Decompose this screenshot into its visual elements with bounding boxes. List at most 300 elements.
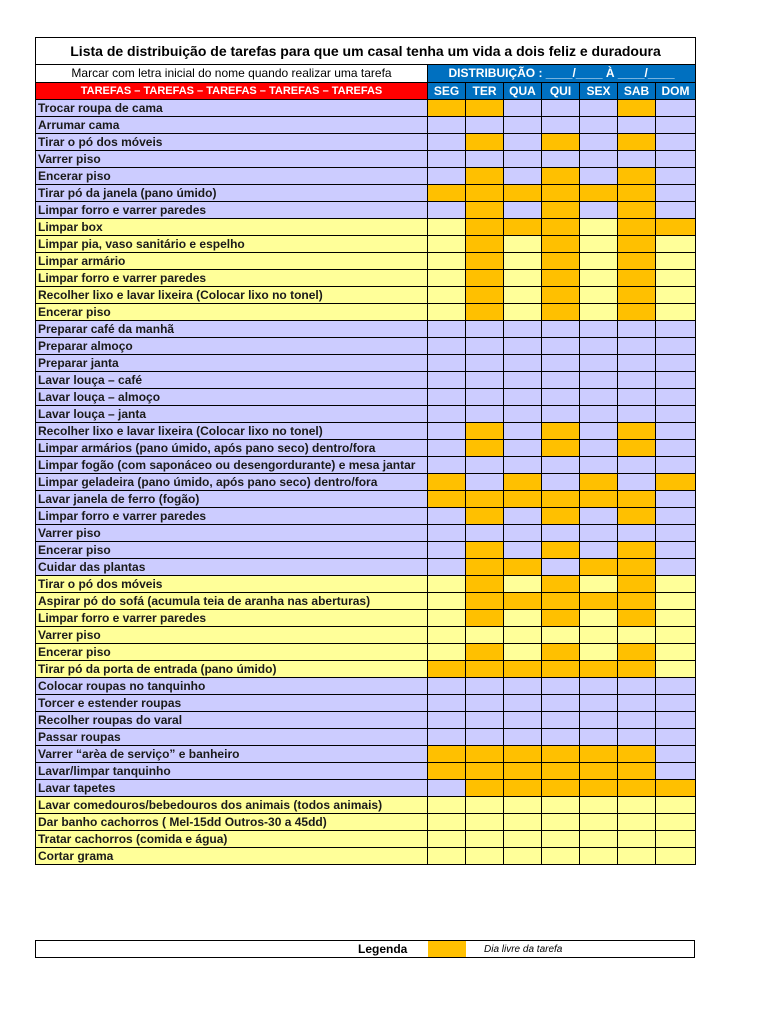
- day-cell-sab[interactable]: [618, 236, 656, 253]
- day-cell-ter[interactable]: [466, 797, 504, 814]
- day-cell-ter[interactable]: [466, 134, 504, 151]
- day-cell-qua[interactable]: [504, 457, 542, 474]
- day-cell-ter[interactable]: [466, 627, 504, 644]
- day-cell-seg[interactable]: [428, 695, 466, 712]
- day-cell-dom[interactable]: [656, 746, 696, 763]
- day-cell-qua[interactable]: [504, 151, 542, 168]
- day-cell-dom[interactable]: [656, 321, 696, 338]
- day-cell-dom[interactable]: [656, 814, 696, 831]
- day-cell-seg[interactable]: [428, 848, 466, 865]
- day-cell-sab[interactable]: [618, 576, 656, 593]
- day-cell-seg[interactable]: [428, 780, 466, 797]
- day-cell-seg[interactable]: [428, 372, 466, 389]
- day-cell-qua[interactable]: [504, 712, 542, 729]
- day-cell-ter[interactable]: [466, 491, 504, 508]
- day-cell-qui[interactable]: [542, 525, 580, 542]
- day-cell-qui[interactable]: [542, 321, 580, 338]
- day-cell-sab[interactable]: [618, 389, 656, 406]
- day-cell-sex[interactable]: [580, 423, 618, 440]
- day-cell-qua[interactable]: [504, 627, 542, 644]
- day-cell-seg[interactable]: [428, 542, 466, 559]
- day-cell-seg[interactable]: [428, 287, 466, 304]
- day-cell-seg[interactable]: [428, 321, 466, 338]
- day-cell-qua[interactable]: [504, 253, 542, 270]
- day-cell-ter[interactable]: [466, 151, 504, 168]
- day-cell-dom[interactable]: [656, 508, 696, 525]
- day-cell-seg[interactable]: [428, 525, 466, 542]
- day-cell-ter[interactable]: [466, 117, 504, 134]
- day-cell-qui[interactable]: [542, 372, 580, 389]
- day-cell-seg[interactable]: [428, 457, 466, 474]
- day-cell-qua[interactable]: [504, 491, 542, 508]
- day-cell-sex[interactable]: [580, 763, 618, 780]
- day-cell-qui[interactable]: [542, 117, 580, 134]
- day-cell-ter[interactable]: [466, 185, 504, 202]
- day-cell-qui[interactable]: [542, 457, 580, 474]
- day-cell-qui[interactable]: [542, 593, 580, 610]
- day-cell-qui[interactable]: [542, 168, 580, 185]
- day-cell-sab[interactable]: [618, 746, 656, 763]
- day-cell-sab[interactable]: [618, 423, 656, 440]
- day-cell-sab[interactable]: [618, 270, 656, 287]
- day-cell-seg[interactable]: [428, 117, 466, 134]
- day-cell-qua[interactable]: [504, 338, 542, 355]
- day-cell-qua[interactable]: [504, 644, 542, 661]
- day-cell-sex[interactable]: [580, 134, 618, 151]
- day-cell-sab[interactable]: [618, 202, 656, 219]
- day-cell-qui[interactable]: [542, 236, 580, 253]
- day-cell-ter[interactable]: [466, 389, 504, 406]
- day-cell-qui[interactable]: [542, 831, 580, 848]
- day-cell-sex[interactable]: [580, 542, 618, 559]
- day-cell-sab[interactable]: [618, 542, 656, 559]
- day-cell-dom[interactable]: [656, 406, 696, 423]
- day-cell-dom[interactable]: [656, 780, 696, 797]
- day-cell-qui[interactable]: [542, 576, 580, 593]
- day-cell-sex[interactable]: [580, 797, 618, 814]
- day-cell-sab[interactable]: [618, 712, 656, 729]
- day-cell-sex[interactable]: [580, 406, 618, 423]
- day-cell-dom[interactable]: [656, 423, 696, 440]
- day-cell-sex[interactable]: [580, 678, 618, 695]
- day-cell-sex[interactable]: [580, 355, 618, 372]
- day-cell-ter[interactable]: [466, 372, 504, 389]
- day-cell-sex[interactable]: [580, 712, 618, 729]
- day-cell-qua[interactable]: [504, 695, 542, 712]
- day-cell-ter[interactable]: [466, 712, 504, 729]
- day-cell-sex[interactable]: [580, 746, 618, 763]
- day-cell-sab[interactable]: [618, 355, 656, 372]
- day-cell-ter[interactable]: [466, 610, 504, 627]
- day-cell-qua[interactable]: [504, 542, 542, 559]
- day-cell-qui[interactable]: [542, 661, 580, 678]
- day-cell-qua[interactable]: [504, 219, 542, 236]
- day-cell-qua[interactable]: [504, 814, 542, 831]
- day-cell-seg[interactable]: [428, 576, 466, 593]
- day-cell-qua[interactable]: [504, 168, 542, 185]
- day-cell-seg[interactable]: [428, 763, 466, 780]
- day-cell-qui[interactable]: [542, 508, 580, 525]
- day-cell-sex[interactable]: [580, 491, 618, 508]
- day-cell-qua[interactable]: [504, 321, 542, 338]
- day-cell-qua[interactable]: [504, 117, 542, 134]
- day-cell-sex[interactable]: [580, 627, 618, 644]
- day-cell-sex[interactable]: [580, 644, 618, 661]
- day-cell-sex[interactable]: [580, 440, 618, 457]
- day-cell-seg[interactable]: [428, 270, 466, 287]
- day-cell-ter[interactable]: [466, 321, 504, 338]
- day-cell-ter[interactable]: [466, 457, 504, 474]
- day-cell-dom[interactable]: [656, 525, 696, 542]
- day-cell-ter[interactable]: [466, 559, 504, 576]
- day-cell-qui[interactable]: [542, 253, 580, 270]
- day-cell-ter[interactable]: [466, 304, 504, 321]
- day-cell-dom[interactable]: [656, 100, 696, 117]
- day-cell-qua[interactable]: [504, 270, 542, 287]
- day-cell-seg[interactable]: [428, 185, 466, 202]
- day-cell-ter[interactable]: [466, 593, 504, 610]
- day-cell-qua[interactable]: [504, 797, 542, 814]
- day-cell-seg[interactable]: [428, 712, 466, 729]
- day-cell-seg[interactable]: [428, 151, 466, 168]
- day-cell-dom[interactable]: [656, 712, 696, 729]
- day-cell-seg[interactable]: [428, 304, 466, 321]
- day-cell-dom[interactable]: [656, 457, 696, 474]
- day-cell-dom[interactable]: [656, 168, 696, 185]
- day-cell-qui[interactable]: [542, 287, 580, 304]
- day-cell-qua[interactable]: [504, 525, 542, 542]
- day-cell-sex[interactable]: [580, 202, 618, 219]
- day-cell-qui[interactable]: [542, 355, 580, 372]
- day-cell-seg[interactable]: [428, 661, 466, 678]
- day-cell-sab[interactable]: [618, 780, 656, 797]
- day-cell-qua[interactable]: [504, 678, 542, 695]
- day-cell-qui[interactable]: [542, 423, 580, 440]
- day-cell-sab[interactable]: [618, 695, 656, 712]
- day-cell-sex[interactable]: [580, 287, 618, 304]
- day-cell-sex[interactable]: [580, 695, 618, 712]
- day-cell-seg[interactable]: [428, 814, 466, 831]
- day-cell-sab[interactable]: [618, 661, 656, 678]
- day-cell-seg[interactable]: [428, 236, 466, 253]
- day-cell-seg[interactable]: [428, 797, 466, 814]
- day-cell-qua[interactable]: [504, 593, 542, 610]
- day-cell-seg[interactable]: [428, 134, 466, 151]
- day-cell-qui[interactable]: [542, 151, 580, 168]
- day-cell-qui[interactable]: [542, 797, 580, 814]
- day-cell-sex[interactable]: [580, 661, 618, 678]
- day-cell-dom[interactable]: [656, 491, 696, 508]
- day-cell-seg[interactable]: [428, 338, 466, 355]
- day-cell-sex[interactable]: [580, 321, 618, 338]
- day-cell-sab[interactable]: [618, 593, 656, 610]
- day-cell-qui[interactable]: [542, 559, 580, 576]
- day-cell-dom[interactable]: [656, 797, 696, 814]
- day-cell-seg[interactable]: [428, 474, 466, 491]
- day-cell-sex[interactable]: [580, 270, 618, 287]
- day-cell-dom[interactable]: [656, 610, 696, 627]
- day-cell-sex[interactable]: [580, 304, 618, 321]
- day-cell-sex[interactable]: [580, 236, 618, 253]
- day-cell-ter[interactable]: [466, 661, 504, 678]
- day-cell-sex[interactable]: [580, 338, 618, 355]
- day-cell-sab[interactable]: [618, 525, 656, 542]
- day-cell-dom[interactable]: [656, 389, 696, 406]
- day-cell-sab[interactable]: [618, 729, 656, 746]
- day-cell-qua[interactable]: [504, 372, 542, 389]
- day-cell-dom[interactable]: [656, 219, 696, 236]
- day-cell-seg[interactable]: [428, 253, 466, 270]
- day-cell-seg[interactable]: [428, 202, 466, 219]
- day-cell-qua[interactable]: [504, 559, 542, 576]
- day-cell-sab[interactable]: [618, 848, 656, 865]
- day-cell-qua[interactable]: [504, 406, 542, 423]
- day-cell-ter[interactable]: [466, 525, 504, 542]
- day-cell-qua[interactable]: [504, 474, 542, 491]
- day-cell-sab[interactable]: [618, 372, 656, 389]
- day-cell-seg[interactable]: [428, 559, 466, 576]
- day-cell-qui[interactable]: [542, 185, 580, 202]
- day-cell-seg[interactable]: [428, 423, 466, 440]
- day-cell-qua[interactable]: [504, 576, 542, 593]
- day-cell-qua[interactable]: [504, 729, 542, 746]
- day-cell-ter[interactable]: [466, 678, 504, 695]
- day-cell-sab[interactable]: [618, 287, 656, 304]
- day-cell-sab[interactable]: [618, 457, 656, 474]
- day-cell-dom[interactable]: [656, 372, 696, 389]
- day-cell-ter[interactable]: [466, 406, 504, 423]
- day-cell-qua[interactable]: [504, 202, 542, 219]
- day-cell-qui[interactable]: [542, 627, 580, 644]
- day-cell-sab[interactable]: [618, 338, 656, 355]
- day-cell-ter[interactable]: [466, 423, 504, 440]
- day-cell-sab[interactable]: [618, 185, 656, 202]
- day-cell-qua[interactable]: [504, 287, 542, 304]
- day-cell-sex[interactable]: [580, 100, 618, 117]
- day-cell-qui[interactable]: [542, 219, 580, 236]
- day-cell-qui[interactable]: [542, 763, 580, 780]
- day-cell-qui[interactable]: [542, 304, 580, 321]
- day-cell-sex[interactable]: [580, 474, 618, 491]
- day-cell-qui[interactable]: [542, 746, 580, 763]
- day-cell-ter[interactable]: [466, 168, 504, 185]
- day-cell-qui[interactable]: [542, 134, 580, 151]
- day-cell-qua[interactable]: [504, 661, 542, 678]
- day-cell-seg[interactable]: [428, 610, 466, 627]
- day-cell-sab[interactable]: [618, 814, 656, 831]
- day-cell-seg[interactable]: [428, 627, 466, 644]
- day-cell-dom[interactable]: [656, 627, 696, 644]
- day-cell-qui[interactable]: [542, 440, 580, 457]
- day-cell-qua[interactable]: [504, 134, 542, 151]
- day-cell-qui[interactable]: [542, 202, 580, 219]
- day-cell-dom[interactable]: [656, 338, 696, 355]
- day-cell-sab[interactable]: [618, 644, 656, 661]
- day-cell-sex[interactable]: [580, 576, 618, 593]
- day-cell-sex[interactable]: [580, 219, 618, 236]
- day-cell-ter[interactable]: [466, 355, 504, 372]
- day-cell-qui[interactable]: [542, 406, 580, 423]
- day-cell-sab[interactable]: [618, 508, 656, 525]
- day-cell-ter[interactable]: [466, 253, 504, 270]
- day-cell-sex[interactable]: [580, 831, 618, 848]
- day-cell-dom[interactable]: [656, 270, 696, 287]
- day-cell-ter[interactable]: [466, 695, 504, 712]
- day-cell-qua[interactable]: [504, 236, 542, 253]
- day-cell-qui[interactable]: [542, 491, 580, 508]
- day-cell-dom[interactable]: [656, 831, 696, 848]
- day-cell-sab[interactable]: [618, 134, 656, 151]
- day-cell-dom[interactable]: [656, 117, 696, 134]
- day-cell-qui[interactable]: [542, 100, 580, 117]
- day-cell-qui[interactable]: [542, 712, 580, 729]
- day-cell-qui[interactable]: [542, 678, 580, 695]
- day-cell-seg[interactable]: [428, 746, 466, 763]
- day-cell-qui[interactable]: [542, 270, 580, 287]
- day-cell-sex[interactable]: [580, 389, 618, 406]
- day-cell-qua[interactable]: [504, 610, 542, 627]
- day-cell-ter[interactable]: [466, 848, 504, 865]
- day-cell-seg[interactable]: [428, 593, 466, 610]
- day-cell-ter[interactable]: [466, 508, 504, 525]
- day-cell-sex[interactable]: [580, 814, 618, 831]
- day-cell-ter[interactable]: [466, 831, 504, 848]
- day-cell-sex[interactable]: [580, 559, 618, 576]
- day-cell-ter[interactable]: [466, 746, 504, 763]
- day-cell-dom[interactable]: [656, 576, 696, 593]
- day-cell-dom[interactable]: [656, 151, 696, 168]
- day-cell-sab[interactable]: [618, 117, 656, 134]
- day-cell-ter[interactable]: [466, 644, 504, 661]
- day-cell-dom[interactable]: [656, 661, 696, 678]
- day-cell-sex[interactable]: [580, 457, 618, 474]
- day-cell-qui[interactable]: [542, 542, 580, 559]
- day-cell-sex[interactable]: [580, 729, 618, 746]
- day-cell-ter[interactable]: [466, 474, 504, 491]
- day-cell-sab[interactable]: [618, 321, 656, 338]
- day-cell-dom[interactable]: [656, 593, 696, 610]
- day-cell-sab[interactable]: [618, 763, 656, 780]
- day-cell-sab[interactable]: [618, 610, 656, 627]
- day-cell-sab[interactable]: [618, 219, 656, 236]
- day-cell-qui[interactable]: [542, 848, 580, 865]
- day-cell-qua[interactable]: [504, 100, 542, 117]
- day-cell-ter[interactable]: [466, 440, 504, 457]
- day-cell-seg[interactable]: [428, 678, 466, 695]
- day-cell-ter[interactable]: [466, 287, 504, 304]
- day-cell-sex[interactable]: [580, 610, 618, 627]
- day-cell-seg[interactable]: [428, 729, 466, 746]
- day-cell-sex[interactable]: [580, 848, 618, 865]
- day-cell-sab[interactable]: [618, 151, 656, 168]
- day-cell-dom[interactable]: [656, 474, 696, 491]
- day-cell-dom[interactable]: [656, 695, 696, 712]
- day-cell-qua[interactable]: [504, 440, 542, 457]
- day-cell-dom[interactable]: [656, 134, 696, 151]
- day-cell-ter[interactable]: [466, 202, 504, 219]
- day-cell-dom[interactable]: [656, 185, 696, 202]
- day-cell-dom[interactable]: [656, 236, 696, 253]
- day-cell-sab[interactable]: [618, 406, 656, 423]
- day-cell-qui[interactable]: [542, 814, 580, 831]
- day-cell-qua[interactable]: [504, 746, 542, 763]
- day-cell-seg[interactable]: [428, 508, 466, 525]
- day-cell-qui[interactable]: [542, 610, 580, 627]
- day-cell-seg[interactable]: [428, 100, 466, 117]
- day-cell-sab[interactable]: [618, 678, 656, 695]
- day-cell-qua[interactable]: [504, 848, 542, 865]
- day-cell-sex[interactable]: [580, 525, 618, 542]
- day-cell-dom[interactable]: [656, 253, 696, 270]
- day-cell-sab[interactable]: [618, 253, 656, 270]
- day-cell-qua[interactable]: [504, 389, 542, 406]
- day-cell-dom[interactable]: [656, 559, 696, 576]
- day-cell-dom[interactable]: [656, 729, 696, 746]
- day-cell-ter[interactable]: [466, 729, 504, 746]
- day-cell-seg[interactable]: [428, 831, 466, 848]
- day-cell-sab[interactable]: [618, 559, 656, 576]
- day-cell-dom[interactable]: [656, 287, 696, 304]
- day-cell-qui[interactable]: [542, 338, 580, 355]
- day-cell-qui[interactable]: [542, 644, 580, 661]
- day-cell-dom[interactable]: [656, 440, 696, 457]
- day-cell-seg[interactable]: [428, 389, 466, 406]
- day-cell-dom[interactable]: [656, 678, 696, 695]
- day-cell-dom[interactable]: [656, 763, 696, 780]
- day-cell-qua[interactable]: [504, 780, 542, 797]
- day-cell-seg[interactable]: [428, 406, 466, 423]
- day-cell-sab[interactable]: [618, 474, 656, 491]
- day-cell-sab[interactable]: [618, 627, 656, 644]
- day-cell-seg[interactable]: [428, 440, 466, 457]
- day-cell-dom[interactable]: [656, 848, 696, 865]
- day-cell-dom[interactable]: [656, 644, 696, 661]
- day-cell-ter[interactable]: [466, 542, 504, 559]
- day-cell-sex[interactable]: [580, 372, 618, 389]
- day-cell-qua[interactable]: [504, 423, 542, 440]
- day-cell-dom[interactable]: [656, 542, 696, 559]
- day-cell-seg[interactable]: [428, 168, 466, 185]
- day-cell-qua[interactable]: [504, 355, 542, 372]
- day-cell-dom[interactable]: [656, 202, 696, 219]
- day-cell-seg[interactable]: [428, 219, 466, 236]
- day-cell-ter[interactable]: [466, 100, 504, 117]
- day-cell-ter[interactable]: [466, 814, 504, 831]
- day-cell-sex[interactable]: [580, 508, 618, 525]
- day-cell-sab[interactable]: [618, 304, 656, 321]
- day-cell-sab[interactable]: [618, 440, 656, 457]
- day-cell-ter[interactable]: [466, 219, 504, 236]
- day-cell-sex[interactable]: [580, 593, 618, 610]
- day-cell-sex[interactable]: [580, 168, 618, 185]
- day-cell-qui[interactable]: [542, 474, 580, 491]
- day-cell-qua[interactable]: [504, 508, 542, 525]
- day-cell-sab[interactable]: [618, 100, 656, 117]
- day-cell-seg[interactable]: [428, 491, 466, 508]
- day-cell-ter[interactable]: [466, 338, 504, 355]
- day-cell-qui[interactable]: [542, 729, 580, 746]
- day-cell-sex[interactable]: [580, 185, 618, 202]
- day-cell-qua[interactable]: [504, 185, 542, 202]
- day-cell-ter[interactable]: [466, 780, 504, 797]
- day-cell-dom[interactable]: [656, 355, 696, 372]
- day-cell-ter[interactable]: [466, 763, 504, 780]
- day-cell-seg[interactable]: [428, 644, 466, 661]
- day-cell-qui[interactable]: [542, 389, 580, 406]
- day-cell-qui[interactable]: [542, 780, 580, 797]
- day-cell-sab[interactable]: [618, 797, 656, 814]
- day-cell-sex[interactable]: [580, 780, 618, 797]
